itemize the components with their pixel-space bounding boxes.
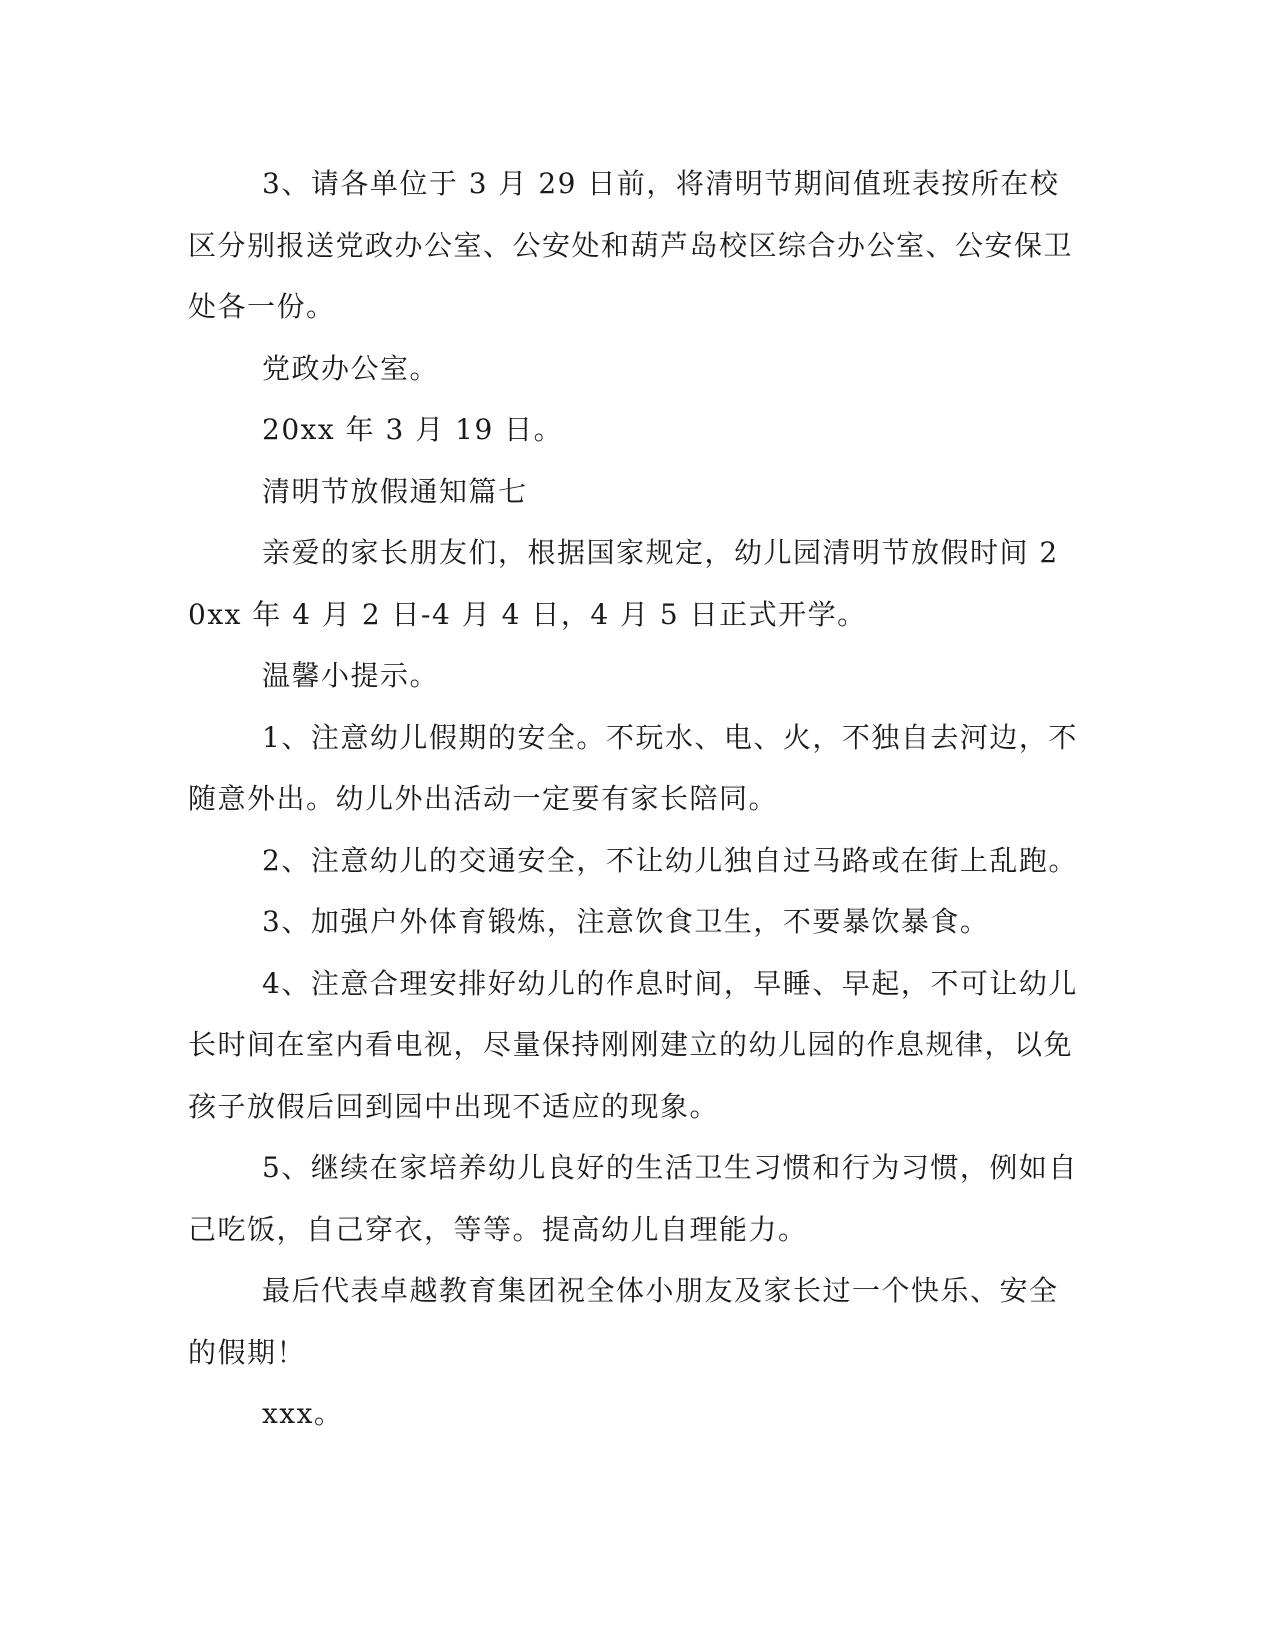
paragraph-closing: 最后代表卓越教育集团祝全体小朋友及家长过一个快乐、安全的假期！ bbox=[188, 1274, 1059, 1369]
paragraph-tip-5: 5、继续在家培养幼儿良好的生活卫生习惯和行为习惯，例如自己吃饭，自己穿衣，等等。提高幼儿自理能力。 bbox=[188, 1151, 1078, 1246]
paragraph-signature: xxx。 bbox=[262, 1397, 344, 1430]
paragraph-tip-3: 3、加强户外体育锻炼，注意饮食卫生，不要暴饮暴食。 bbox=[262, 905, 990, 938]
section-heading: 清明节放假通知篇七 bbox=[262, 474, 528, 508]
paragraph-tip-4: 4、注意合理安排好幼儿的作息时间，早睡、早起，不可让幼儿长时间在室内看电视，尽量保持刚刚建立的幼儿园的作息规律，以免孩子放假后回到园中出现不适应的现象。 bbox=[188, 966, 1078, 1123]
paragraph-tips-heading: 温馨小提示。 bbox=[262, 659, 440, 692]
paragraph-tip-2: 2、注意幼儿的交通安全，不让幼儿独自过马路或在街上乱跑。 bbox=[262, 843, 1078, 877]
paragraph-duty-roster: 3、请各单位于 3 月 29 日前，将清明节期间值班表按所在校区分别报送党政办公室、公安处和葫芦岛校区综合办公室、公安保卫处各一份。 bbox=[188, 167, 1074, 323]
document-body bbox=[188, 153, 1078, 1445]
paragraph-date: 20xx 年 3 月 19 日。 bbox=[262, 413, 564, 446]
paragraph-signature-office: 党政办公室。 bbox=[262, 351, 440, 385]
paragraph-greeting: 亲爱的家长朋友们，根据国家规定，幼儿园清明节放假时间 20xx 年 4 月 2 日-4 月 4 日，4 月 5 日正式开学。 bbox=[188, 536, 1059, 631]
paragraph-tip-1: 1、注意幼儿假期的安全。不玩水、电、火，不独自去河边，不随意外出。幼儿外出活动一定要有家长陪同。 bbox=[188, 720, 1078, 815]
